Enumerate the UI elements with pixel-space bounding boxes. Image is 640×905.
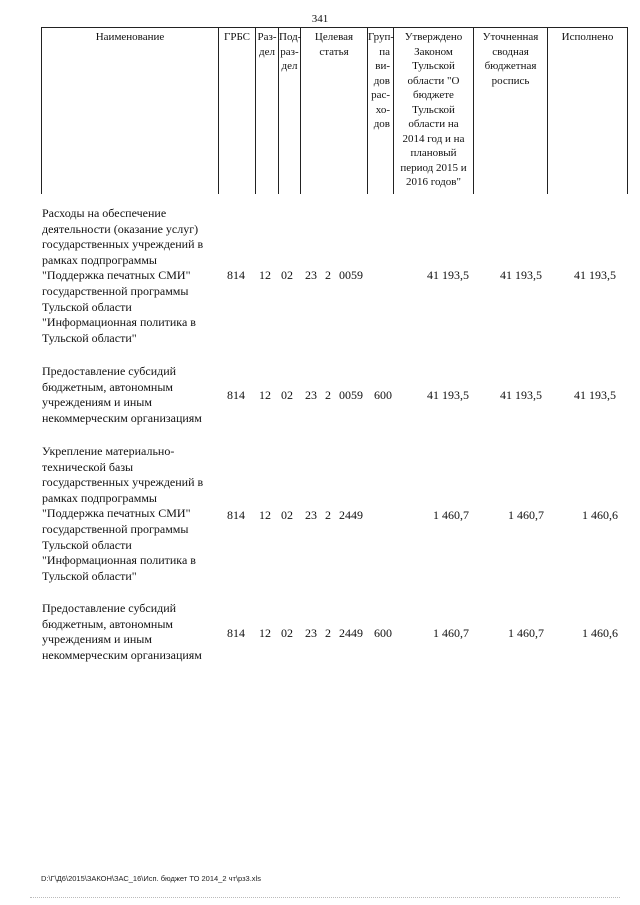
row-razdel: 12 [259,508,271,522]
row-approved: 41 193,5 [427,388,469,402]
row-grbs: 814 [227,508,245,522]
header-executed: Исполнено [548,28,628,194]
row-name: Расходы на обеспечение деятельности (оказание услуг) государственных учреждений в рамках подпрограммы "Поддержка печатных СМИ" государственной программы Тульской области "Информационная политика в Тульской области" [42,206,204,345]
row-target-3: 0059 [339,268,363,282]
row-name: Укрепление материально-технической базы государственных учреждений в рамках подпрограммы "Поддержка печатных СМИ" государственной программы Тульской области "Информационная политика в Тульской области" [42,444,204,583]
row-target-2: 2 [325,626,331,640]
bottom-divider [30,897,620,898]
row-target-1: 23 [305,626,317,640]
row-group: 600 [374,626,392,640]
header-grbs: ГРБС [219,28,256,194]
header-target-article: Целевая статья [301,28,368,194]
row-executed: 1 460,6 [582,626,618,640]
row-podrazdel: 02 [281,626,293,640]
row-executed: 41 193,5 [574,388,616,402]
row-name: Предоставление субсидий бюджетным, автономным учреждениям и иным некоммерческим организациям [42,601,202,662]
row-executed: 41 193,5 [574,268,616,282]
row-group: 600 [374,388,392,402]
header-approved: Утверждено Законом Тульской области "О бюджете Тульской области на 2014 год и на плановый период 2015 и 2016 годов" [394,28,474,194]
row-target-2: 2 [325,388,331,402]
row-approved: 1 460,7 [433,508,469,522]
header-name: Наименование [42,28,219,194]
row-target-3: 2449 [339,508,363,522]
header-razdel: Раз- дел [256,28,279,194]
row-razdel: 12 [259,626,271,640]
row-executed: 1 460,6 [582,508,618,522]
row-target-2: 2 [325,508,331,522]
row-target-2: 2 [325,268,331,282]
row-grbs: 814 [227,268,245,282]
row-approved: 41 193,5 [427,268,469,282]
row-target-3: 2449 [339,626,363,640]
row-grbs: 814 [227,388,245,402]
row-refined: 1 460,7 [508,626,544,640]
header-podrazdel: Под- раз- дел [279,28,301,194]
row-grbs: 814 [227,626,245,640]
page-number: 341 [311,13,329,25]
table-header [41,27,628,194]
row-target-1: 23 [305,268,317,282]
row-target-3: 0059 [339,388,363,402]
footer-file-path: D:\Г\Д6\2015\ЗАКОН\ЗАС_16\Исп. бюджет ТО 2014_2 чт\рз3.xls [41,874,261,883]
row-approved: 1 460,7 [433,626,469,640]
row-target-1: 23 [305,508,317,522]
row-razdel: 12 [259,268,271,282]
row-target-1: 23 [305,388,317,402]
row-name: Предоставление субсидий бюджетным, автономным учреждениям и иным некоммерческим организациям [42,364,202,425]
row-podrazdel: 02 [281,268,293,282]
row-refined: 41 193,5 [500,388,542,402]
row-podrazdel: 02 [281,508,293,522]
row-podrazdel: 02 [281,388,293,402]
row-refined: 41 193,5 [500,268,542,282]
row-refined: 1 460,7 [508,508,544,522]
row-razdel: 12 [259,388,271,402]
header-expense-group: Груп- па ви- дов рас- хо- дов [368,28,394,194]
header-refined: Уточненная сводная бюджетная роспись [474,28,548,194]
